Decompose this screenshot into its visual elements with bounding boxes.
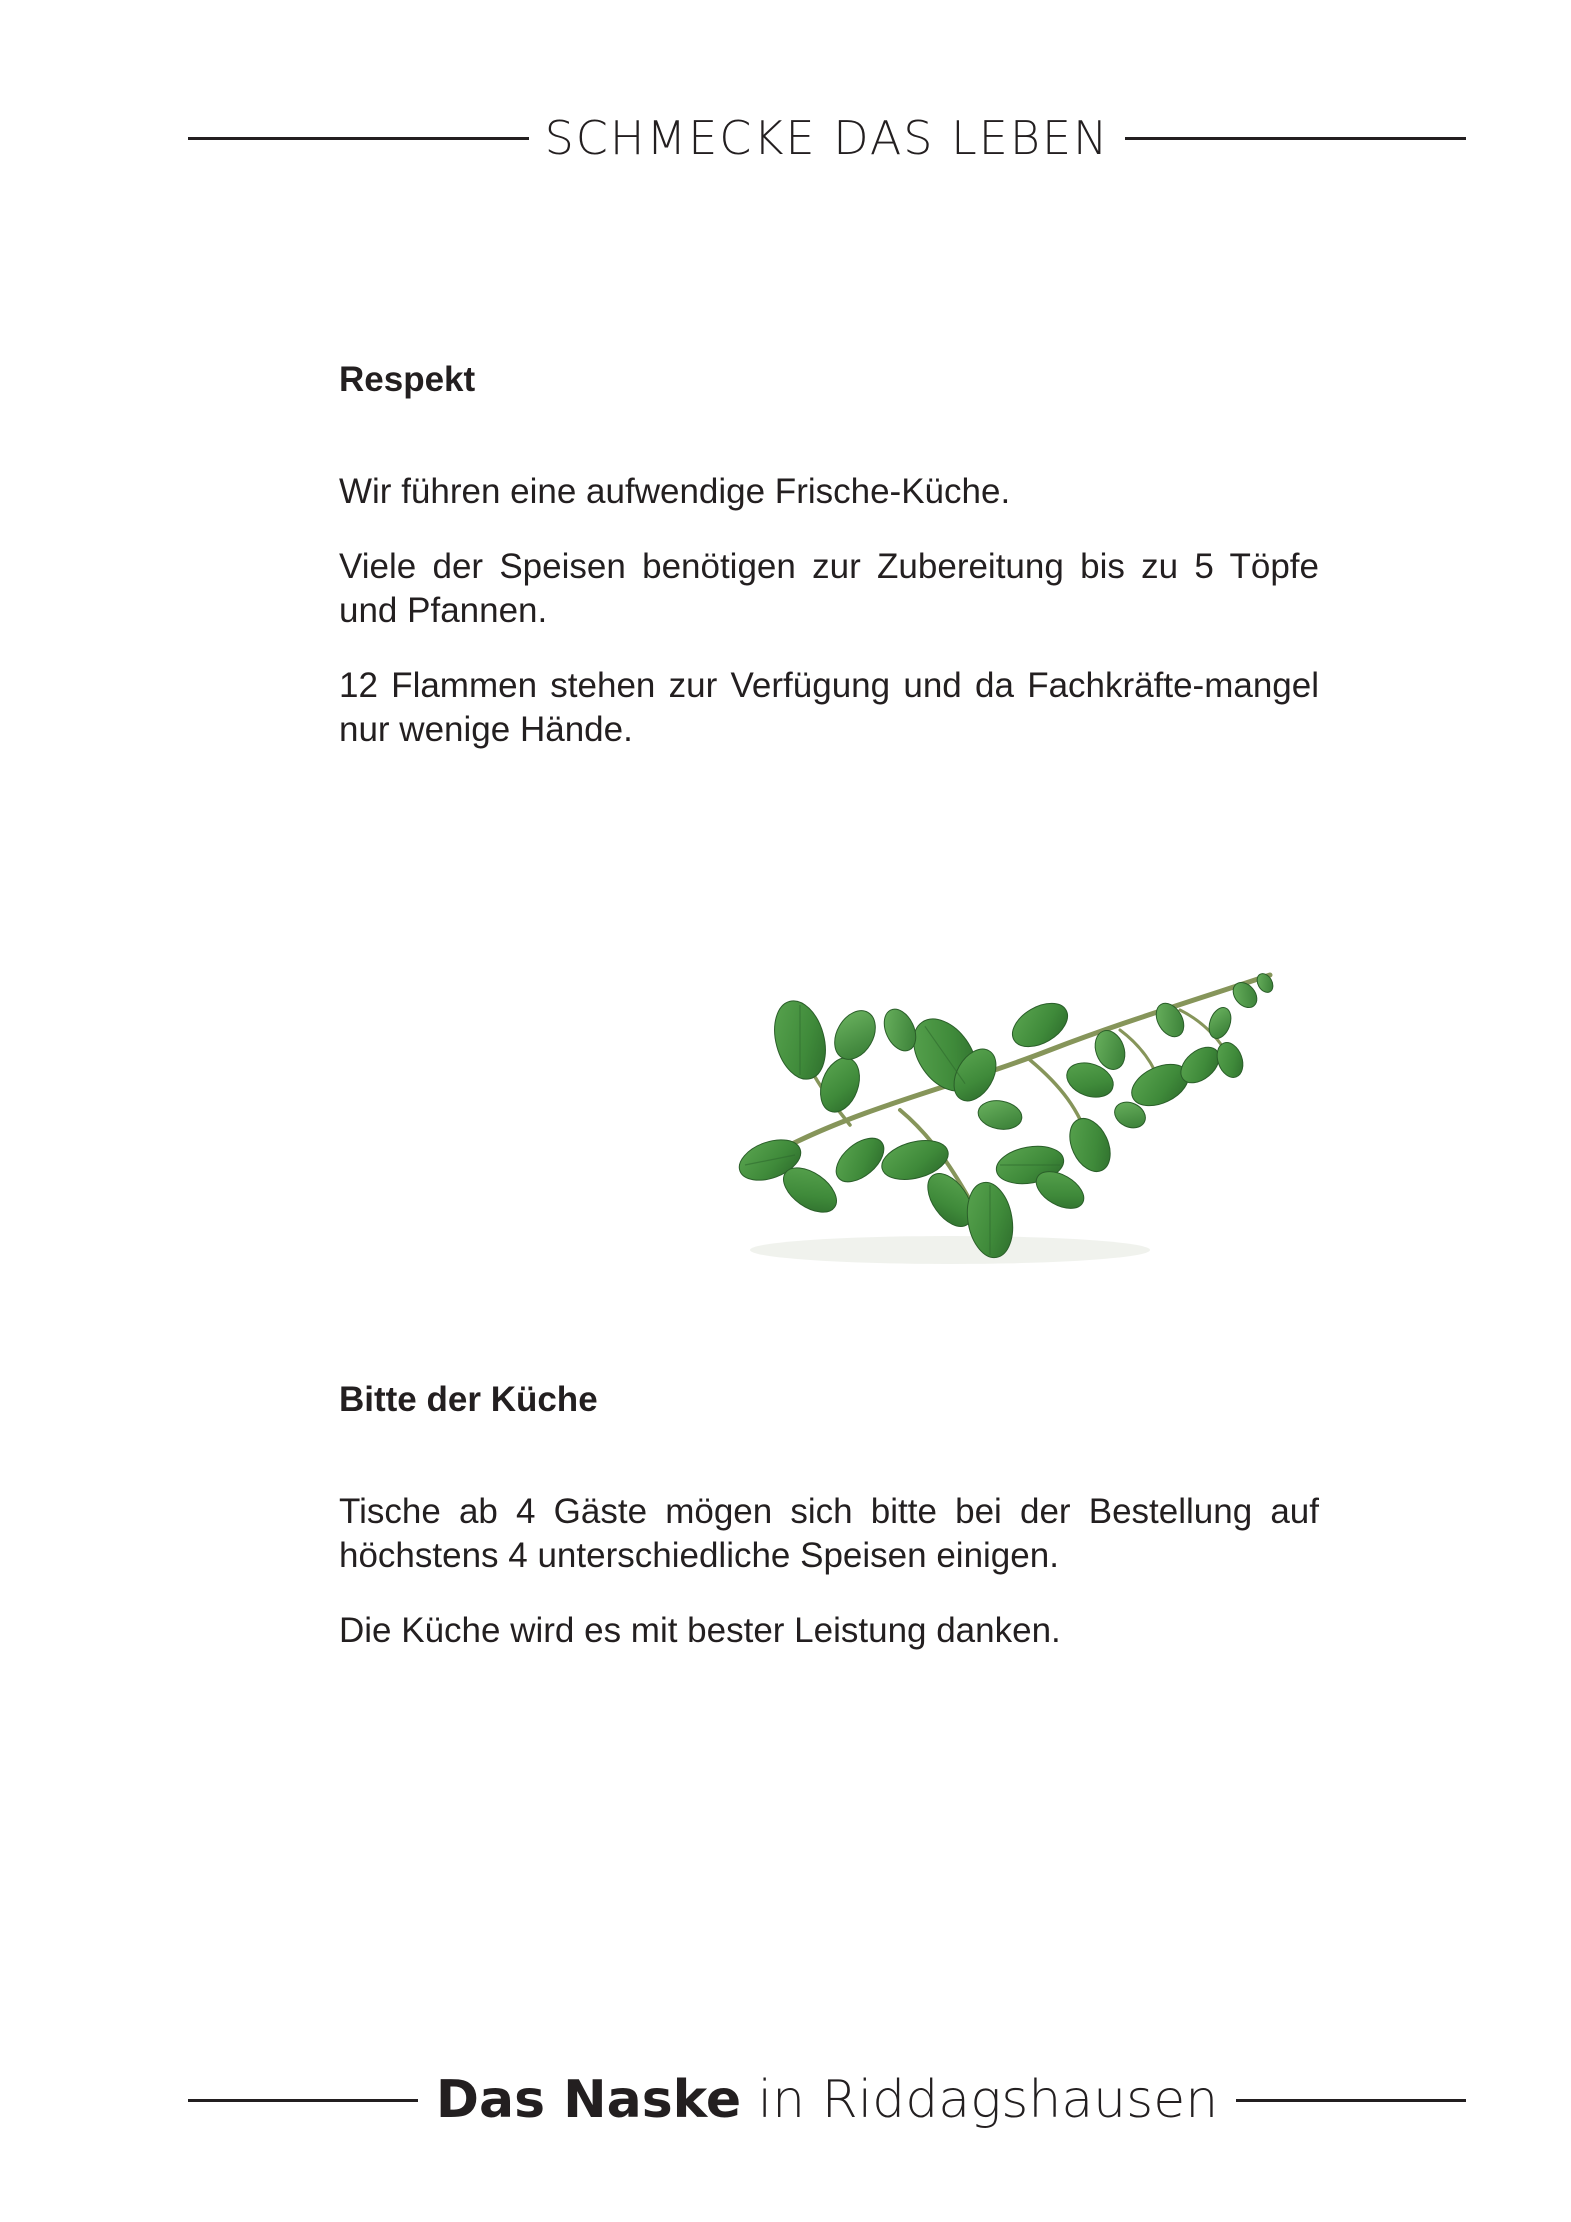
- header-rule-left: [188, 137, 529, 140]
- header-rule-right: [1125, 137, 1466, 140]
- brand-location: in Riddagshausen: [741, 2070, 1219, 2130]
- brand-name: Das Naske: [435, 2070, 742, 2130]
- header-title: SCHMECKE DAS LEBEN: [544, 111, 1110, 165]
- paragraph: Die Küche wird es mit bester Leistung danken.: [339, 1611, 1061, 1650]
- footer-brand: [418, 2070, 1236, 2130]
- section-respekt: [339, 358, 1319, 749]
- section-heading: Respekt: [339, 360, 476, 399]
- thyme-sprig-image: [700, 935, 1290, 1280]
- page-footer: [188, 2060, 1466, 2140]
- footer-rule-right: [1236, 2099, 1466, 2102]
- paragraph: Viele der Speisen benötigen zur Zubereitung bis zu 5 Töpfe und Pfannen.: [339, 547, 1319, 630]
- paragraph: Tische ab 4 Gäste mögen sich bitte bei der Bestellung auf höchstens 4 unterschiedliche Speisen einigen.: [339, 1492, 1319, 1575]
- paragraph: Wir führen eine aufwendige Frische-Küche.: [339, 472, 1011, 511]
- page-header: [188, 98, 1466, 178]
- section-heading: Bitte der Küche: [339, 1380, 598, 1419]
- paragraph: 12 Flammen stehen zur Verfügung und da Fachkräfte-mangel nur wenige Hände.: [339, 666, 1319, 749]
- section-bitte-der-kueche: [339, 1378, 1319, 1650]
- footer-rule-left: [188, 2099, 418, 2102]
